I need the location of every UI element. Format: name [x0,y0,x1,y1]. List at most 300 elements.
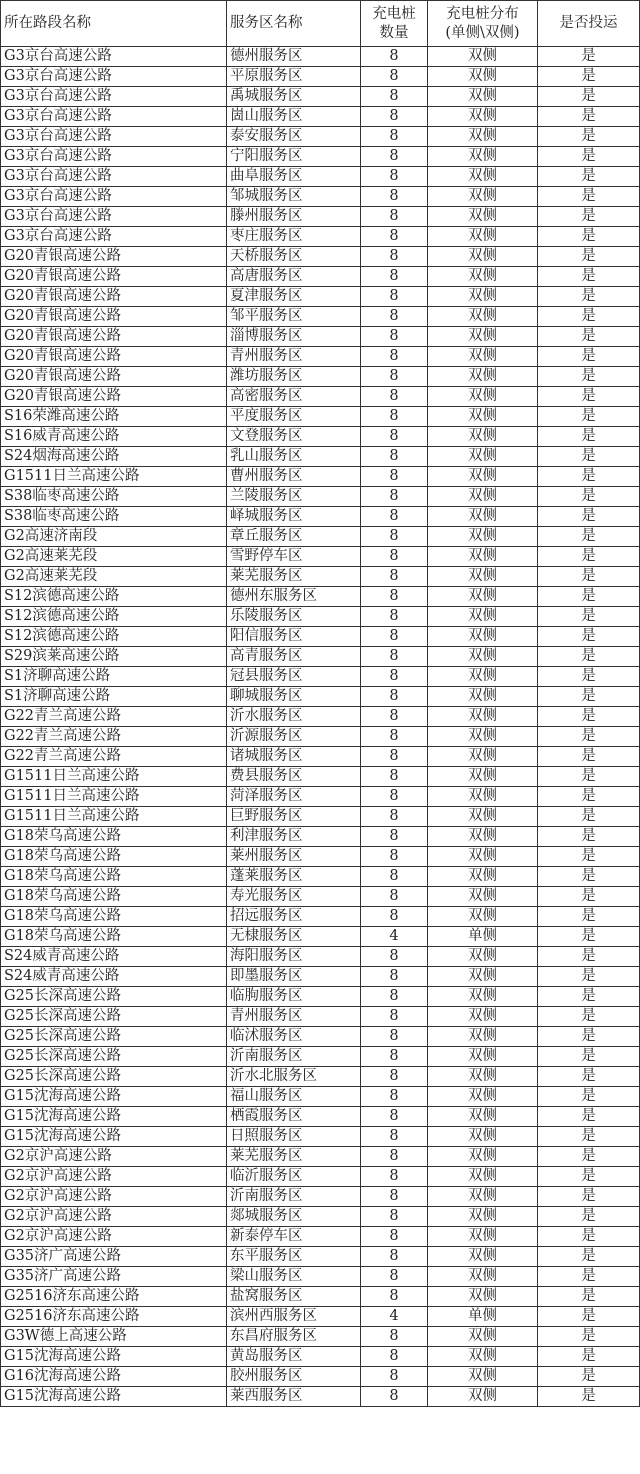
in-service-cell: 是 [538,147,640,167]
in-service-cell: 是 [538,47,640,67]
distribution-cell: 双侧 [428,87,538,107]
road-cell: G22青兰高速公路 [1,727,227,747]
service-area-cell: 兰陵服务区 [227,487,361,507]
in-service-cell: 是 [538,1267,640,1287]
in-service-cell: 是 [538,1247,640,1267]
road-cell: S24威青高速公路 [1,947,227,967]
charger-count-cell: 8 [361,1187,428,1207]
road-cell: G25长深高速公路 [1,987,227,1007]
table-row [1,887,640,907]
road-cell: G3W德上高速公路 [1,1327,227,1347]
in-service-cell: 是 [538,1127,640,1147]
in-service-cell: 是 [538,387,640,407]
charger-count-cell: 8 [361,907,428,927]
table-row [1,1067,640,1087]
table-row [1,207,640,227]
service-area-cell: 滨州西服务区 [227,1307,361,1327]
table-row [1,847,640,867]
service-area-cell: 聊城服务区 [227,687,361,707]
charger-count-cell: 8 [361,747,428,767]
distribution-cell: 双侧 [428,1387,538,1407]
table-row [1,347,640,367]
road-cell: G2高速莱芜段 [1,567,227,587]
service-area-cell: 冠县服务区 [227,667,361,687]
table-row [1,227,640,247]
road-cell: G35济广高速公路 [1,1267,227,1287]
service-area-cell: 临沂服务区 [227,1167,361,1187]
road-cell: G3京台高速公路 [1,227,227,247]
charger-count-cell: 8 [361,727,428,747]
service-area-cell: 栖霞服务区 [227,1107,361,1127]
service-area-cell: 东昌府服务区 [227,1327,361,1347]
road-cell: G2京沪高速公路 [1,1187,227,1207]
road-cell: G3京台高速公路 [1,87,227,107]
table-row [1,647,640,667]
in-service-cell: 是 [538,1287,640,1307]
road-cell: G15沈海高速公路 [1,1127,227,1147]
road-cell: G1511日兰高速公路 [1,767,227,787]
table-row [1,427,640,447]
in-service-cell: 是 [538,1207,640,1227]
in-service-cell: 是 [538,1047,640,1067]
distribution-cell: 双侧 [428,827,538,847]
in-service-cell: 是 [538,167,640,187]
service-area-cell: 高唐服务区 [227,267,361,287]
in-service-cell: 是 [538,307,640,327]
road-cell: S1济聊高速公路 [1,687,227,707]
header-row [1,1,640,47]
distribution-cell: 双侧 [428,1027,538,1047]
table-row [1,47,640,67]
table-row [1,607,640,627]
in-service-cell: 是 [538,467,640,487]
table-row [1,947,640,967]
service-area-cell: 章丘服务区 [227,527,361,547]
table-row [1,507,640,527]
charger-count-cell: 8 [361,87,428,107]
table-row [1,67,640,87]
distribution-cell: 双侧 [428,947,538,967]
service-area-cell: 青州服务区 [227,1007,361,1027]
service-area-cell: 巨野服务区 [227,807,361,827]
table-row [1,367,640,387]
road-cell: S12滨德高速公路 [1,627,227,647]
service-area-cell: 胶州服务区 [227,1367,361,1387]
road-cell: G2京沪高速公路 [1,1227,227,1247]
in-service-cell: 是 [538,327,640,347]
table-row [1,147,640,167]
in-service-cell: 是 [538,427,640,447]
charger-count-cell: 8 [361,67,428,87]
road-cell: G2京沪高速公路 [1,1207,227,1227]
road-cell: S16荣潍高速公路 [1,407,227,427]
distribution-cell: 双侧 [428,247,538,267]
in-service-cell: 是 [538,1387,640,1407]
distribution-cell: 双侧 [428,667,538,687]
road-cell: G2京沪高速公路 [1,1167,227,1187]
service-area-cell: 盐窝服务区 [227,1287,361,1307]
in-service-cell: 是 [538,587,640,607]
service-area-cell: 乐陵服务区 [227,607,361,627]
charger-count-cell: 8 [361,827,428,847]
distribution-cell: 双侧 [428,1347,538,1367]
road-cell: G3京台高速公路 [1,167,227,187]
distribution-cell: 双侧 [428,1007,538,1027]
service-area-cell: 阳信服务区 [227,627,361,647]
table-row [1,327,640,347]
table-row [1,127,640,147]
service-area-cell: 曲阜服务区 [227,167,361,187]
table-row [1,1267,640,1287]
charger-count-cell: 8 [361,167,428,187]
road-cell: G20青银高速公路 [1,307,227,327]
table-row [1,447,640,467]
table-row [1,787,640,807]
in-service-cell: 是 [538,1227,640,1247]
table-row [1,567,640,587]
table-row [1,1087,640,1107]
charger-count-cell: 8 [361,847,428,867]
table-row [1,1027,640,1047]
distribution-cell: 双侧 [428,607,538,627]
road-cell: G35济广高速公路 [1,1247,227,1267]
service-area-cell: 菏泽服务区 [227,787,361,807]
in-service-cell: 是 [538,447,640,467]
distribution-cell: 双侧 [428,1167,538,1187]
in-service-cell: 是 [538,67,640,87]
table-row [1,827,640,847]
road-cell: G22青兰高速公路 [1,707,227,727]
road-cell: G15沈海高速公路 [1,1087,227,1107]
service-area-cell: 平原服务区 [227,67,361,87]
road-cell: G25长深高速公路 [1,1007,227,1027]
in-service-cell: 是 [538,347,640,367]
table-row [1,107,640,127]
in-service-cell: 是 [538,407,640,427]
distribution-cell: 双侧 [428,907,538,927]
service-area-cell: 夏津服务区 [227,287,361,307]
table-row [1,907,640,927]
service-area-cell: 德州服务区 [227,47,361,67]
charger-count-cell: 8 [361,387,428,407]
in-service-cell: 是 [538,667,640,687]
in-service-cell: 是 [538,1067,640,1087]
charger-count-cell: 8 [361,347,428,367]
distribution-cell: 双侧 [428,1107,538,1127]
in-service-cell: 是 [538,247,640,267]
table-row [1,1227,640,1247]
distribution-cell: 双侧 [428,447,538,467]
table-row [1,627,640,647]
in-service-cell: 是 [538,87,640,107]
header-count [361,1,428,47]
distribution-cell: 双侧 [428,867,538,887]
road-cell: G18荣乌高速公路 [1,887,227,907]
distribution-cell: 双侧 [428,367,538,387]
distribution-cell: 双侧 [428,547,538,567]
in-service-cell: 是 [538,1167,640,1187]
road-cell: G25长深高速公路 [1,1067,227,1087]
road-cell: G20青银高速公路 [1,367,227,387]
service-area-cell: 费县服务区 [227,767,361,787]
road-cell: G2京沪高速公路 [1,1147,227,1167]
in-service-cell: 是 [538,1307,640,1327]
table-row [1,1207,640,1227]
distribution-cell: 单侧 [428,1307,538,1327]
distribution-cell: 双侧 [428,1367,538,1387]
charger-count-cell: 8 [361,287,428,307]
distribution-cell: 双侧 [428,1047,538,1067]
road-cell: G2516济东高速公路 [1,1307,227,1327]
distribution-cell: 双侧 [428,467,538,487]
in-service-cell: 是 [538,767,640,787]
distribution-cell: 双侧 [428,187,538,207]
distribution-cell: 双侧 [428,127,538,147]
table-body [1,47,640,1407]
service-area-cell: 新泰停车区 [227,1227,361,1247]
road-cell: G20青银高速公路 [1,347,227,367]
in-service-cell: 是 [538,1147,640,1167]
distribution-cell: 双侧 [428,527,538,547]
charger-count-cell: 8 [361,567,428,587]
charger-count-cell: 8 [361,407,428,427]
distribution-cell: 双侧 [428,567,538,587]
charger-count-cell: 8 [361,1267,428,1287]
charger-count-cell: 8 [361,607,428,627]
header-count-line1: 充电桩 [372,5,416,22]
charger-count-cell: 8 [361,207,428,227]
table-row [1,1167,640,1187]
in-service-cell: 是 [538,567,640,587]
table-row [1,807,640,827]
road-cell: G20青银高速公路 [1,267,227,287]
in-service-cell: 是 [538,1087,640,1107]
table-row [1,167,640,187]
distribution-cell: 双侧 [428,1087,538,1107]
distribution-cell: 双侧 [428,1147,538,1167]
service-area-cell: 诸城服务区 [227,747,361,767]
service-area-cell: 莱芜服务区 [227,1147,361,1167]
charger-count-cell: 8 [361,1327,428,1347]
distribution-cell: 双侧 [428,107,538,127]
in-service-cell: 是 [538,547,640,567]
charger-count-cell: 8 [361,767,428,787]
charger-count-cell: 8 [361,1347,428,1367]
table-row [1,407,640,427]
in-service-cell: 是 [538,967,640,987]
charger-count-cell: 8 [361,507,428,527]
road-cell: G15沈海高速公路 [1,1347,227,1367]
table-row [1,527,640,547]
header-area: 服务区名称 [227,1,361,47]
service-area-cell: 德州东服务区 [227,587,361,607]
service-area-cell: 沂水服务区 [227,707,361,727]
distribution-cell: 双侧 [428,627,538,647]
charger-count-cell: 8 [361,587,428,607]
service-area-cell: 莱芜服务区 [227,567,361,587]
charger-count-cell: 8 [361,667,428,687]
road-cell: G18荣乌高速公路 [1,827,227,847]
charger-count-cell: 8 [361,987,428,1007]
distribution-cell: 双侧 [428,1127,538,1147]
in-service-cell: 是 [538,827,640,847]
distribution-cell: 双侧 [428,1287,538,1307]
distribution-cell: 双侧 [428,687,538,707]
service-area-cell: 天桥服务区 [227,247,361,267]
charger-count-cell: 8 [361,467,428,487]
road-cell: G20青银高速公路 [1,327,227,347]
table-row [1,1047,640,1067]
distribution-cell: 双侧 [428,727,538,747]
distribution-cell: 双侧 [428,407,538,427]
in-service-cell: 是 [538,727,640,747]
service-area-cell: 乳山服务区 [227,447,361,467]
road-cell: G1511日兰高速公路 [1,787,227,807]
road-cell: S24烟海高速公路 [1,447,227,467]
charger-count-cell: 8 [361,487,428,507]
header-count-line2: 数量 [379,24,409,41]
service-area-cell: 郯城服务区 [227,1207,361,1227]
charger-count-cell: 4 [361,1307,428,1327]
in-service-cell: 是 [538,1327,640,1347]
distribution-cell: 双侧 [428,347,538,367]
charger-count-cell: 8 [361,647,428,667]
charger-count-cell: 8 [361,1047,428,1067]
distribution-cell: 双侧 [428,167,538,187]
charger-count-cell: 8 [361,1087,428,1107]
in-service-cell: 是 [538,1187,640,1207]
road-cell: G3京台高速公路 [1,107,227,127]
distribution-cell: 双侧 [428,487,538,507]
charger-count-cell: 8 [361,1007,428,1027]
distribution-cell: 双侧 [428,847,538,867]
road-cell: S12滨德高速公路 [1,587,227,607]
road-cell: G18荣乌高速公路 [1,927,227,947]
charger-count-cell: 8 [361,307,428,327]
in-service-cell: 是 [538,287,640,307]
header-distribution [428,1,538,47]
service-area-cell: 青州服务区 [227,347,361,367]
charger-count-cell: 8 [361,187,428,207]
road-cell: G18荣乌高速公路 [1,907,227,927]
road-cell: G3京台高速公路 [1,67,227,87]
charger-count-cell: 8 [361,1127,428,1147]
service-area-cell: 寿光服务区 [227,887,361,907]
table-row [1,967,640,987]
table-row [1,587,640,607]
distribution-cell: 双侧 [428,507,538,527]
table-row [1,1387,640,1407]
table-row [1,387,640,407]
table-row [1,1147,640,1167]
charger-count-cell: 8 [361,47,428,67]
service-area-cell: 潍坊服务区 [227,367,361,387]
charger-count-cell: 8 [361,147,428,167]
charger-count-cell: 8 [361,1387,428,1407]
in-service-cell: 是 [538,187,640,207]
table-row [1,247,640,267]
table-row [1,727,640,747]
road-cell: G20青银高速公路 [1,387,227,407]
distribution-cell: 双侧 [428,427,538,447]
in-service-cell: 是 [538,687,640,707]
table-row [1,87,640,107]
service-area-cell: 临朐服务区 [227,987,361,1007]
distribution-cell: 双侧 [428,227,538,247]
road-cell: G2高速莱芜段 [1,547,227,567]
road-cell: G1511日兰高速公路 [1,807,227,827]
table-row [1,867,640,887]
service-area-cell: 邹城服务区 [227,187,361,207]
distribution-cell: 双侧 [428,287,538,307]
charger-count-cell: 8 [361,887,428,907]
road-cell: G18荣乌高速公路 [1,867,227,887]
in-service-cell: 是 [538,107,640,127]
in-service-cell: 是 [538,847,640,867]
service-area-cell: 招远服务区 [227,907,361,927]
in-service-cell: 是 [538,867,640,887]
table-row [1,1007,640,1027]
in-service-cell: 是 [538,267,640,287]
road-cell: G18荣乌高速公路 [1,847,227,867]
in-service-cell: 是 [538,207,640,227]
in-service-cell: 是 [538,227,640,247]
charger-count-cell: 8 [361,327,428,347]
service-area-cell: 梁山服务区 [227,1267,361,1287]
charger-count-cell: 8 [361,1167,428,1187]
in-service-cell: 是 [538,807,640,827]
distribution-cell: 双侧 [428,807,538,827]
in-service-cell: 是 [538,927,640,947]
road-cell: S12滨德高速公路 [1,607,227,627]
table-row [1,1287,640,1307]
in-service-cell: 是 [538,1007,640,1027]
in-service-cell: 是 [538,367,640,387]
table-row [1,767,640,787]
road-cell: G25长深高速公路 [1,1047,227,1067]
road-cell: G2516济东高速公路 [1,1287,227,1307]
table-row [1,987,640,1007]
table-row [1,667,640,687]
service-area-cell: 蓬莱服务区 [227,867,361,887]
distribution-cell: 双侧 [428,967,538,987]
in-service-cell: 是 [538,1027,640,1047]
charger-count-cell: 8 [361,1247,428,1267]
distribution-cell: 双侧 [428,1227,538,1247]
service-area-cell: 雪野停车区 [227,547,361,567]
road-cell: G15沈海高速公路 [1,1107,227,1127]
in-service-cell: 是 [538,127,640,147]
charger-count-cell: 8 [361,1147,428,1167]
distribution-cell: 双侧 [428,387,538,407]
in-service-cell: 是 [538,1347,640,1367]
road-cell: G16沈海高速公路 [1,1367,227,1387]
distribution-cell: 双侧 [428,1207,538,1227]
charger-count-cell: 8 [361,1227,428,1247]
service-area-cell: 平度服务区 [227,407,361,427]
table-row [1,487,640,507]
service-area-cell: 淄博服务区 [227,327,361,347]
charger-count-cell: 8 [361,807,428,827]
in-service-cell: 是 [538,627,640,647]
distribution-cell: 双侧 [428,587,538,607]
in-service-cell: 是 [538,887,640,907]
charger-count-cell: 8 [361,1107,428,1127]
table-row [1,1187,640,1207]
distribution-cell: 双侧 [428,267,538,287]
charger-count-cell: 8 [361,787,428,807]
in-service-cell: 是 [538,607,640,627]
